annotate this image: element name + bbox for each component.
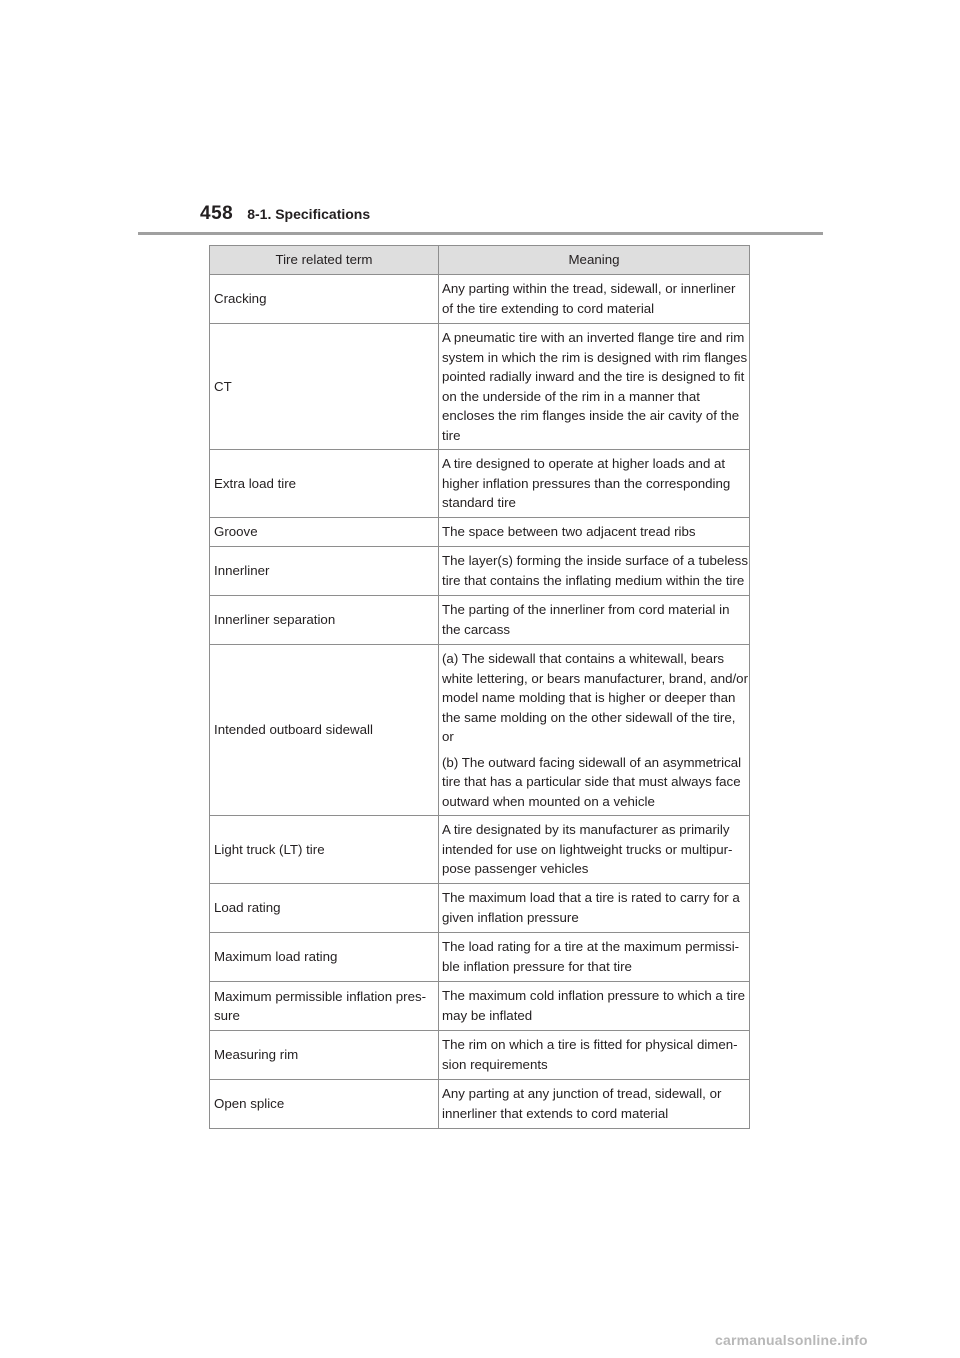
term-cell: Groove <box>210 518 439 547</box>
meaning-paragraph-b: (b) The outward facing sidewall of an asymmetrical tire that has a particular side that must always face outward when mounted on a vehicle <box>442 754 742 809</box>
table-row <box>210 450 750 518</box>
column-header-term: Tire related term <box>210 246 439 275</box>
term-cell: Extra load tire <box>210 450 439 518</box>
table-row <box>210 1031 750 1080</box>
term-cell: Cracking <box>210 275 439 324</box>
meaning-cell: The load rating for a tire at the maximum permissi-ble inflation pressure for that tire <box>439 933 750 982</box>
term-cell: Intended outboard sidewall <box>210 645 439 816</box>
table-row <box>210 933 750 982</box>
meaning-cell: Any parting within the tread, sidewall, or innerliner of the tire extending to cord material <box>439 275 750 324</box>
table-header-row <box>210 246 750 275</box>
watermark-text: carmanualsonline.info <box>715 1332 868 1348</box>
term-cell: Measuring rim <box>210 1031 439 1080</box>
term-cell: Maximum load rating <box>210 933 439 982</box>
meaning-cell: Any parting at any junction of tread, sidewall, or innerliner that extends to cord material <box>439 1080 750 1129</box>
meaning-cell <box>439 645 750 816</box>
table-row <box>210 596 750 645</box>
term-cell: Light truck (LT) tire <box>210 816 439 884</box>
table-row <box>210 1080 750 1129</box>
page-header <box>200 203 370 233</box>
table-row <box>210 982 750 1031</box>
term-cell: Load rating <box>210 884 439 933</box>
meaning-cell: The layer(s) forming the inside surface of a tubeless tire that contains the inflating medium within the tire <box>439 547 750 596</box>
table-row <box>210 884 750 933</box>
column-header-meaning: Meaning <box>439 246 750 275</box>
header-rule <box>138 232 823 235</box>
term-cell: Open splice <box>210 1080 439 1129</box>
section-title: 8-1. Specifications <box>247 206 371 222</box>
term-cell: Innerliner <box>210 547 439 596</box>
term-cell: CT <box>210 324 439 450</box>
term-cell: Innerliner separation <box>210 596 439 645</box>
table-row <box>210 547 750 596</box>
meaning-cell: A tire designated by its manufacturer as primarily intended for use on lightweight trucks or multipur-pose passenger vehicles <box>439 816 750 884</box>
page-number: 458 <box>200 203 234 224</box>
table-row <box>210 645 750 816</box>
meaning-cell: A tire designed to operate at higher loads and at higher inflation pressures than the corresponding standard tire <box>439 450 750 518</box>
table-row <box>210 518 750 547</box>
meaning-cell: A pneumatic tire with an inverted flange tire and rim system in which the rim is designed with rim flanges pointed radially inward and the tire is designed to fit on the underside of the rim in a manner that encloses the rim flanges inside the air cavity of the tire <box>439 324 750 450</box>
term-cell: Maximum permissible inflation pres-sure <box>210 982 439 1031</box>
meaning-cell: The parting of the innerliner from cord material in the carcass <box>439 596 750 645</box>
table-row <box>210 324 750 450</box>
meaning-cell: The maximum cold inflation pressure to which a tire may be inflated <box>439 982 750 1031</box>
table-row <box>210 275 750 324</box>
meaning-paragraph-a: (a) The sidewall that contains a whitewall, bears white lettering, or bears manufacturer, brand, and/or model name molding that is higher or deeper than the same molding on the other sidewall of the tire, or <box>442 651 748 744</box>
tire-terms-table <box>209 245 750 1129</box>
meaning-cell: The space between two adjacent tread ribs <box>439 518 750 547</box>
meaning-cell: The rim on which a tire is fitted for physical dimen-sion requirements <box>439 1031 750 1080</box>
meaning-cell: The maximum load that a tire is rated to carry for a given inflation pressure <box>439 884 750 933</box>
table-row <box>210 816 750 884</box>
